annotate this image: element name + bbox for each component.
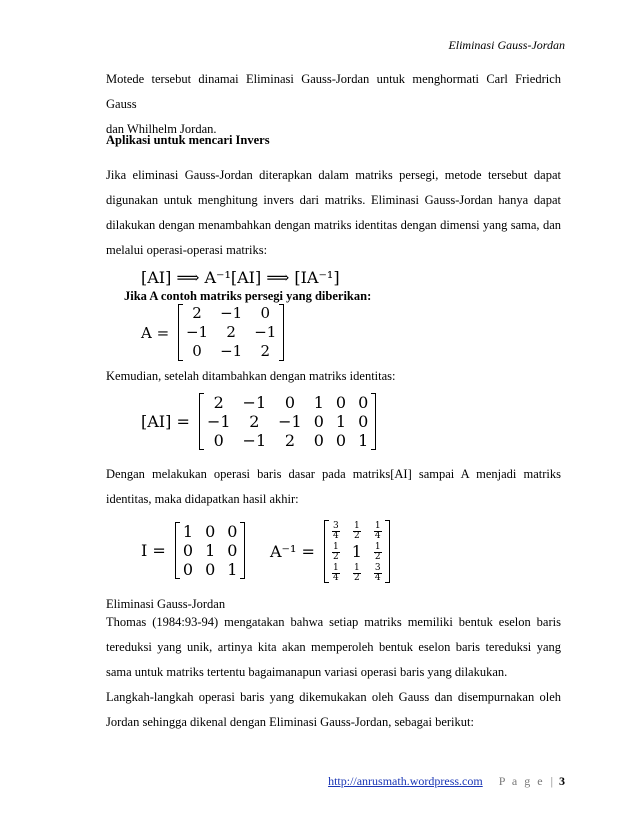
intro-line-1: Motede tersebut dinamai Eliminasi Gauss-Jordan untuk menghormati Carl Friedrich Gauss bbox=[106, 72, 561, 111]
matrix-ai-label: [AI] = bbox=[141, 412, 190, 431]
matrix-cell: 0 bbox=[205, 560, 216, 579]
matrix-cell: 0 bbox=[313, 431, 324, 450]
matrix-cell: $\frac{1}{4}$ bbox=[374, 521, 381, 541]
matrix-i-label: I = bbox=[141, 541, 166, 560]
matrix-cell: −1 bbox=[220, 342, 243, 360]
matrix-cell: $\frac{1}{2}$ bbox=[333, 542, 339, 562]
matrix-cell: 0 bbox=[182, 541, 194, 560]
identity-paragraph: Kemudian, setelah ditambahkan dengan matriks identitas: bbox=[106, 369, 396, 383]
matrix-cell: $\frac{1}{2}$ bbox=[353, 521, 360, 541]
matrix-cell: 1 bbox=[313, 393, 324, 412]
matrix-cell: 0 bbox=[227, 541, 238, 560]
matrix-cell: 2 bbox=[249, 412, 260, 431]
matrix-cell: 0 bbox=[284, 393, 296, 412]
result-line-2: identitas, maka didapatkan hasil akhir: bbox=[106, 492, 299, 506]
matrix-cell: −1 bbox=[242, 431, 267, 450]
matrix-cell: 2 bbox=[260, 342, 271, 360]
matrix-cell: 2 bbox=[226, 323, 236, 341]
matrix-cell: 1 bbox=[205, 541, 216, 560]
matrix-cell: 1 bbox=[227, 560, 238, 579]
running-header: Eliminasi Gauss-Jordan bbox=[448, 38, 565, 52]
matrix-cell: 0 bbox=[313, 412, 324, 431]
matrix-cell: 2 bbox=[213, 393, 224, 412]
matrix-cell: 0 bbox=[335, 431, 347, 450]
matrix-cell: −1 bbox=[206, 412, 231, 431]
matrix-a bbox=[141, 304, 282, 361]
invers-line-1: Jika eliminasi Gauss-Jordan diterapkan dalam matriks persegi, metode tersebut dapat bbox=[106, 168, 561, 182]
page-number: 3 bbox=[559, 774, 565, 788]
matrix-inverse-body bbox=[326, 520, 388, 583]
matrix-cell: 0 bbox=[182, 560, 194, 579]
invers-paragraph bbox=[106, 163, 561, 263]
matrix-cell: −1 bbox=[185, 323, 209, 341]
example-label: Jika A contoh matriks persegi yang diberikan: bbox=[124, 289, 372, 303]
matrix-cell: 0 bbox=[227, 522, 238, 541]
invers-line-2: digunakan untuk menghitung invers dari matriks. Eliminasi Gauss-Jordan hanya dapat bbox=[106, 193, 561, 207]
matrix-cell: 1 bbox=[358, 431, 369, 450]
matrix-cell: 2 bbox=[284, 431, 296, 450]
matrix-cell: 0 bbox=[335, 393, 347, 412]
gauss-jordan-line-4: Langkah-langkah operasi baris yang dikemukakan oleh Gauss dan disempurnakan oleh bbox=[106, 690, 561, 704]
matrix-i-body bbox=[177, 522, 244, 579]
result-line-1: Dengan melakukan operasi baris dasar pada matriks[AI] sampai A menjadi matriks bbox=[106, 467, 561, 481]
footer-link[interactable]: http://anrusmath.wordpress.com bbox=[328, 774, 483, 788]
gauss-jordan-line-2: tereduksi yang unik, artinya kita akan memperoleh bentuk eselon baris tereduksi yang bbox=[106, 640, 561, 654]
matrix-cell: 0 bbox=[358, 393, 369, 412]
matrix-cell: 0 bbox=[205, 522, 216, 541]
gauss-jordan-paragraph bbox=[106, 610, 561, 735]
matrix-cell: 0 bbox=[260, 304, 271, 322]
intro-line-2: dan Whilhelm Jordan. bbox=[106, 122, 217, 136]
matrix-inverse bbox=[270, 520, 388, 583]
formula-ai-transform: [AI] ⟹ A⁻¹[AI] ⟹ [IA⁻¹] bbox=[141, 268, 340, 287]
matrix-cell: −1 bbox=[242, 393, 267, 412]
section-heading-invers: Aplikasi untuk mencari Invers bbox=[106, 133, 270, 147]
gauss-jordan-line-5: Jordan sehingga dikenal dengan Eliminasi Gauss-Jordan, sebagai berikut: bbox=[106, 715, 474, 729]
gauss-jordan-heading: Eliminasi Gauss-Jordan bbox=[106, 597, 226, 611]
page-separator: | bbox=[550, 774, 553, 788]
matrix-cell: 0 bbox=[213, 431, 224, 450]
matrix-cell: −1 bbox=[278, 412, 302, 431]
matrix-ai-body bbox=[201, 393, 374, 450]
matrix-a-body bbox=[180, 304, 282, 361]
matrix-cell: 0 bbox=[192, 342, 202, 360]
gauss-jordan-line-1: Thomas (1984:93-94) mengatakan bahwa setiap matriks memiliki bentuk eselon baris bbox=[106, 615, 561, 629]
matrix-ai bbox=[141, 393, 374, 450]
matrix-cell: $\frac{1}{2}$ bbox=[353, 563, 360, 583]
page-label: P a g e bbox=[498, 774, 545, 788]
matrix-cell: 1 bbox=[351, 542, 362, 561]
gauss-jordan-line-3: sama untuk matriks tertentu bagaimanapun variasi operasi baris yang dilakukan. bbox=[106, 665, 508, 679]
matrix-cell: 2 bbox=[192, 304, 202, 322]
invers-line-4: melalui operasi-operasi matriks: bbox=[106, 243, 268, 257]
matrix-i bbox=[141, 522, 243, 579]
matrix-cell: $\frac{3}{4}$ bbox=[333, 521, 339, 541]
result-paragraph bbox=[106, 462, 561, 512]
matrix-cell: 1 bbox=[182, 522, 194, 541]
matrix-inverse-label: A⁻¹ = bbox=[270, 542, 315, 561]
matrix-cell: $\frac{1}{2}$ bbox=[374, 542, 381, 562]
matrix-cell: 1 bbox=[335, 412, 347, 431]
matrix-cell: $\frac{3}{4}$ bbox=[374, 563, 381, 583]
invers-line-3: dilakukan dengan menambahkan dengan matriks identitas dengan dimensi yang sama, dan bbox=[106, 218, 561, 232]
matrix-cell: −1 bbox=[254, 323, 277, 341]
matrix-a-label: A = bbox=[141, 323, 170, 342]
matrix-cell: −1 bbox=[220, 304, 243, 322]
page-footer bbox=[328, 774, 565, 789]
matrix-cell: 0 bbox=[358, 412, 369, 431]
matrix-cell: $\frac{1}{4}$ bbox=[333, 563, 339, 583]
